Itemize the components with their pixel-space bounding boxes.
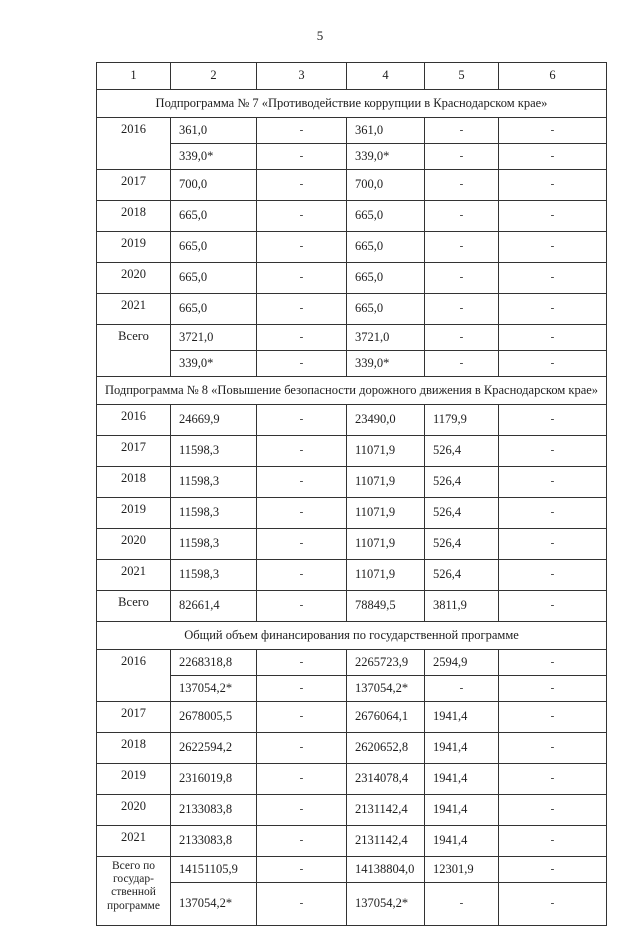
regional-cell: 11071,9 <box>347 560 425 591</box>
total-cell: 11598,3 <box>171 467 257 498</box>
regional-cell: 11071,9 <box>347 529 425 560</box>
local-cell: 526,4 <box>425 560 499 591</box>
other-cell: - <box>499 702 607 733</box>
table-row <box>97 201 607 232</box>
federal-cell: - <box>257 676 347 702</box>
year-cell: 2016 <box>97 405 171 436</box>
year-cell: 2020 <box>97 263 171 294</box>
federal-cell: - <box>257 144 347 170</box>
federal-cell: - <box>257 436 347 467</box>
other-cell: - <box>499 826 607 857</box>
table-row <box>97 232 607 263</box>
regional-cell: 3721,0 <box>347 325 425 351</box>
federal-cell: - <box>257 883 347 926</box>
table-row <box>97 702 607 733</box>
other-cell: - <box>499 650 607 676</box>
regional-cell: 665,0 <box>347 294 425 325</box>
federal-cell: - <box>257 857 347 883</box>
table-row <box>97 325 607 351</box>
local-cell: - <box>425 144 499 170</box>
federal-cell: - <box>257 702 347 733</box>
year-cell: 2018 <box>97 467 171 498</box>
regional-cell: 665,0 <box>347 201 425 232</box>
other-cell: - <box>499 795 607 826</box>
local-cell: 1941,4 <box>425 733 499 764</box>
total-cell: 137054,2* <box>171 883 257 926</box>
table-row <box>97 118 607 144</box>
other-cell: - <box>499 325 607 351</box>
other-cell: - <box>499 118 607 144</box>
federal-cell: - <box>257 351 347 377</box>
total-cell: 14151105,9 <box>171 857 257 883</box>
regional-cell: 2676064,1 <box>347 702 425 733</box>
local-cell: 526,4 <box>425 498 499 529</box>
regional-cell: 11071,9 <box>347 436 425 467</box>
year-cell: 2019 <box>97 232 171 263</box>
total-cell: 2268318,8 <box>171 650 257 676</box>
federal-cell: - <box>257 467 347 498</box>
federal-cell: - <box>257 764 347 795</box>
regional-cell: 137054,2* <box>347 676 425 702</box>
local-cell: 1941,4 <box>425 795 499 826</box>
year-cell: 2021 <box>97 294 171 325</box>
federal-cell: - <box>257 294 347 325</box>
table-row <box>97 498 607 529</box>
year-cell: 2017 <box>97 702 171 733</box>
regional-cell: 700,0 <box>347 170 425 201</box>
total-cell: 24669,9 <box>171 405 257 436</box>
financing-table-body <box>97 63 607 926</box>
page-number: 5 <box>316 28 324 43</box>
local-cell: - <box>425 263 499 294</box>
table-row <box>97 857 607 883</box>
year-cell: 2016 <box>97 118 171 170</box>
other-cell: - <box>499 351 607 377</box>
other-cell: - <box>499 232 607 263</box>
year-cell: 2021 <box>97 560 171 591</box>
federal-cell: - <box>257 201 347 232</box>
federal-cell: - <box>257 405 347 436</box>
year-cell: 2020 <box>97 529 171 560</box>
federal-cell: - <box>257 733 347 764</box>
year-cell: 2020 <box>97 795 171 826</box>
local-cell: 1941,4 <box>425 764 499 795</box>
other-cell: - <box>499 201 607 232</box>
regional-cell: 665,0 <box>347 232 425 263</box>
local-cell: 3811,9 <box>425 591 499 622</box>
table-row <box>97 170 607 201</box>
total-cell: 11598,3 <box>171 436 257 467</box>
table-row <box>97 263 607 294</box>
local-cell: - <box>425 883 499 926</box>
other-cell: - <box>499 560 607 591</box>
other-cell: - <box>499 294 607 325</box>
federal-cell: - <box>257 591 347 622</box>
other-cell: - <box>499 857 607 883</box>
total-cell: 339,0* <box>171 144 257 170</box>
other-cell: - <box>499 733 607 764</box>
federal-cell: - <box>257 826 347 857</box>
header-row <box>97 63 607 90</box>
local-cell: 12301,9 <box>425 857 499 883</box>
total-cell: 665,0 <box>171 201 257 232</box>
table-row <box>97 826 607 857</box>
local-cell: - <box>425 351 499 377</box>
table-row-extra <box>97 883 607 926</box>
table-row <box>97 405 607 436</box>
federal-cell: - <box>257 529 347 560</box>
header-cell: 2 <box>171 63 257 90</box>
year-cell: 2016 <box>97 650 171 702</box>
other-cell: - <box>499 263 607 294</box>
table-row-extra <box>97 351 607 377</box>
total-cell: 665,0 <box>171 294 257 325</box>
header-cell: 5 <box>425 63 499 90</box>
local-cell: - <box>425 201 499 232</box>
total-cell: 665,0 <box>171 263 257 294</box>
year-cell: 2017 <box>97 436 171 467</box>
total-cell: 137054,2* <box>171 676 257 702</box>
year-cell: Всего <box>97 591 171 622</box>
section-title: Подпрограмма № 8 «Повышение безопасности дорожного движения в Краснодарском крае» <box>97 377 607 405</box>
other-cell: - <box>499 764 607 795</box>
local-cell: - <box>425 118 499 144</box>
local-cell: 1941,4 <box>425 826 499 857</box>
federal-cell: - <box>257 118 347 144</box>
federal-cell: - <box>257 170 347 201</box>
total-cell: 2622594,2 <box>171 733 257 764</box>
header-cell: 3 <box>257 63 347 90</box>
table-row <box>97 733 607 764</box>
year-cell: Всего <box>97 325 171 377</box>
total-cell: 665,0 <box>171 232 257 263</box>
regional-cell: 2131142,4 <box>347 826 425 857</box>
section-title-row <box>97 377 607 405</box>
year-cell: Всего по государ-ственной программе <box>97 857 171 926</box>
total-cell: 2133083,8 <box>171 826 257 857</box>
federal-cell: - <box>257 263 347 294</box>
other-cell: - <box>499 144 607 170</box>
federal-cell: - <box>257 560 347 591</box>
total-cell: 700,0 <box>171 170 257 201</box>
local-cell: 1941,4 <box>425 702 499 733</box>
year-cell: 2017 <box>97 170 171 201</box>
local-cell: - <box>425 294 499 325</box>
other-cell: - <box>499 676 607 702</box>
federal-cell: - <box>257 325 347 351</box>
federal-cell: - <box>257 650 347 676</box>
table-row <box>97 650 607 676</box>
total-cell: 2133083,8 <box>171 795 257 826</box>
regional-cell: 11071,9 <box>347 498 425 529</box>
local-cell: 2594,9 <box>425 650 499 676</box>
regional-cell: 665,0 <box>347 263 425 294</box>
federal-cell: - <box>257 232 347 263</box>
total-cell: 2316019,8 <box>171 764 257 795</box>
table-row <box>97 591 607 622</box>
regional-cell: 2620652,8 <box>347 733 425 764</box>
local-cell: - <box>425 232 499 263</box>
table-row <box>97 436 607 467</box>
regional-cell: 339,0* <box>347 351 425 377</box>
local-cell: 1179,9 <box>425 405 499 436</box>
table-row-extra <box>97 676 607 702</box>
other-cell: - <box>499 883 607 926</box>
other-cell: - <box>499 498 607 529</box>
table-row <box>97 795 607 826</box>
regional-cell: 339,0* <box>347 144 425 170</box>
table-row <box>97 294 607 325</box>
local-cell: - <box>425 676 499 702</box>
federal-cell: - <box>257 498 347 529</box>
table-row <box>97 764 607 795</box>
year-cell: 2019 <box>97 498 171 529</box>
total-cell: 339,0* <box>171 351 257 377</box>
regional-cell: 2131142,4 <box>347 795 425 826</box>
regional-cell: 78849,5 <box>347 591 425 622</box>
section-title: Подпрограмма № 7 «Противодействие коррупции в Краснодарском крае» <box>97 90 607 118</box>
section-title-row <box>97 622 607 650</box>
other-cell: - <box>499 170 607 201</box>
total-cell: 11598,3 <box>171 560 257 591</box>
other-cell: - <box>499 436 607 467</box>
federal-cell: - <box>257 795 347 826</box>
other-cell: - <box>499 529 607 560</box>
total-cell: 3721,0 <box>171 325 257 351</box>
local-cell: 526,4 <box>425 436 499 467</box>
total-cell: 11598,3 <box>171 529 257 560</box>
header-cell: 1 <box>97 63 171 90</box>
year-cell: 2018 <box>97 733 171 764</box>
regional-cell: 137054,2* <box>347 883 425 926</box>
local-cell: - <box>425 170 499 201</box>
table-row <box>97 560 607 591</box>
table-row <box>97 467 607 498</box>
header-cell: 4 <box>347 63 425 90</box>
year-cell: 2019 <box>97 764 171 795</box>
regional-cell: 23490,0 <box>347 405 425 436</box>
other-cell: - <box>499 467 607 498</box>
regional-cell: 2265723,9 <box>347 650 425 676</box>
regional-cell: 11071,9 <box>347 467 425 498</box>
table-row-extra <box>97 144 607 170</box>
year-cell: 2021 <box>97 826 171 857</box>
local-cell: 526,4 <box>425 467 499 498</box>
total-cell: 82661,4 <box>171 591 257 622</box>
local-cell: 526,4 <box>425 529 499 560</box>
section-title: Общий объем финансирования по государственной программе <box>97 622 607 650</box>
regional-cell: 361,0 <box>347 118 425 144</box>
regional-cell: 14138804,0 <box>347 857 425 883</box>
local-cell: - <box>425 325 499 351</box>
total-cell: 361,0 <box>171 118 257 144</box>
year-cell: 2018 <box>97 201 171 232</box>
total-cell: 2678005,5 <box>171 702 257 733</box>
total-cell: 11598,3 <box>171 498 257 529</box>
header-cell: 6 <box>499 63 607 90</box>
other-cell: - <box>499 405 607 436</box>
regional-cell: 2314078,4 <box>347 764 425 795</box>
other-cell: - <box>499 591 607 622</box>
table-row <box>97 529 607 560</box>
financing-table <box>96 62 607 926</box>
section-title-row <box>97 90 607 118</box>
